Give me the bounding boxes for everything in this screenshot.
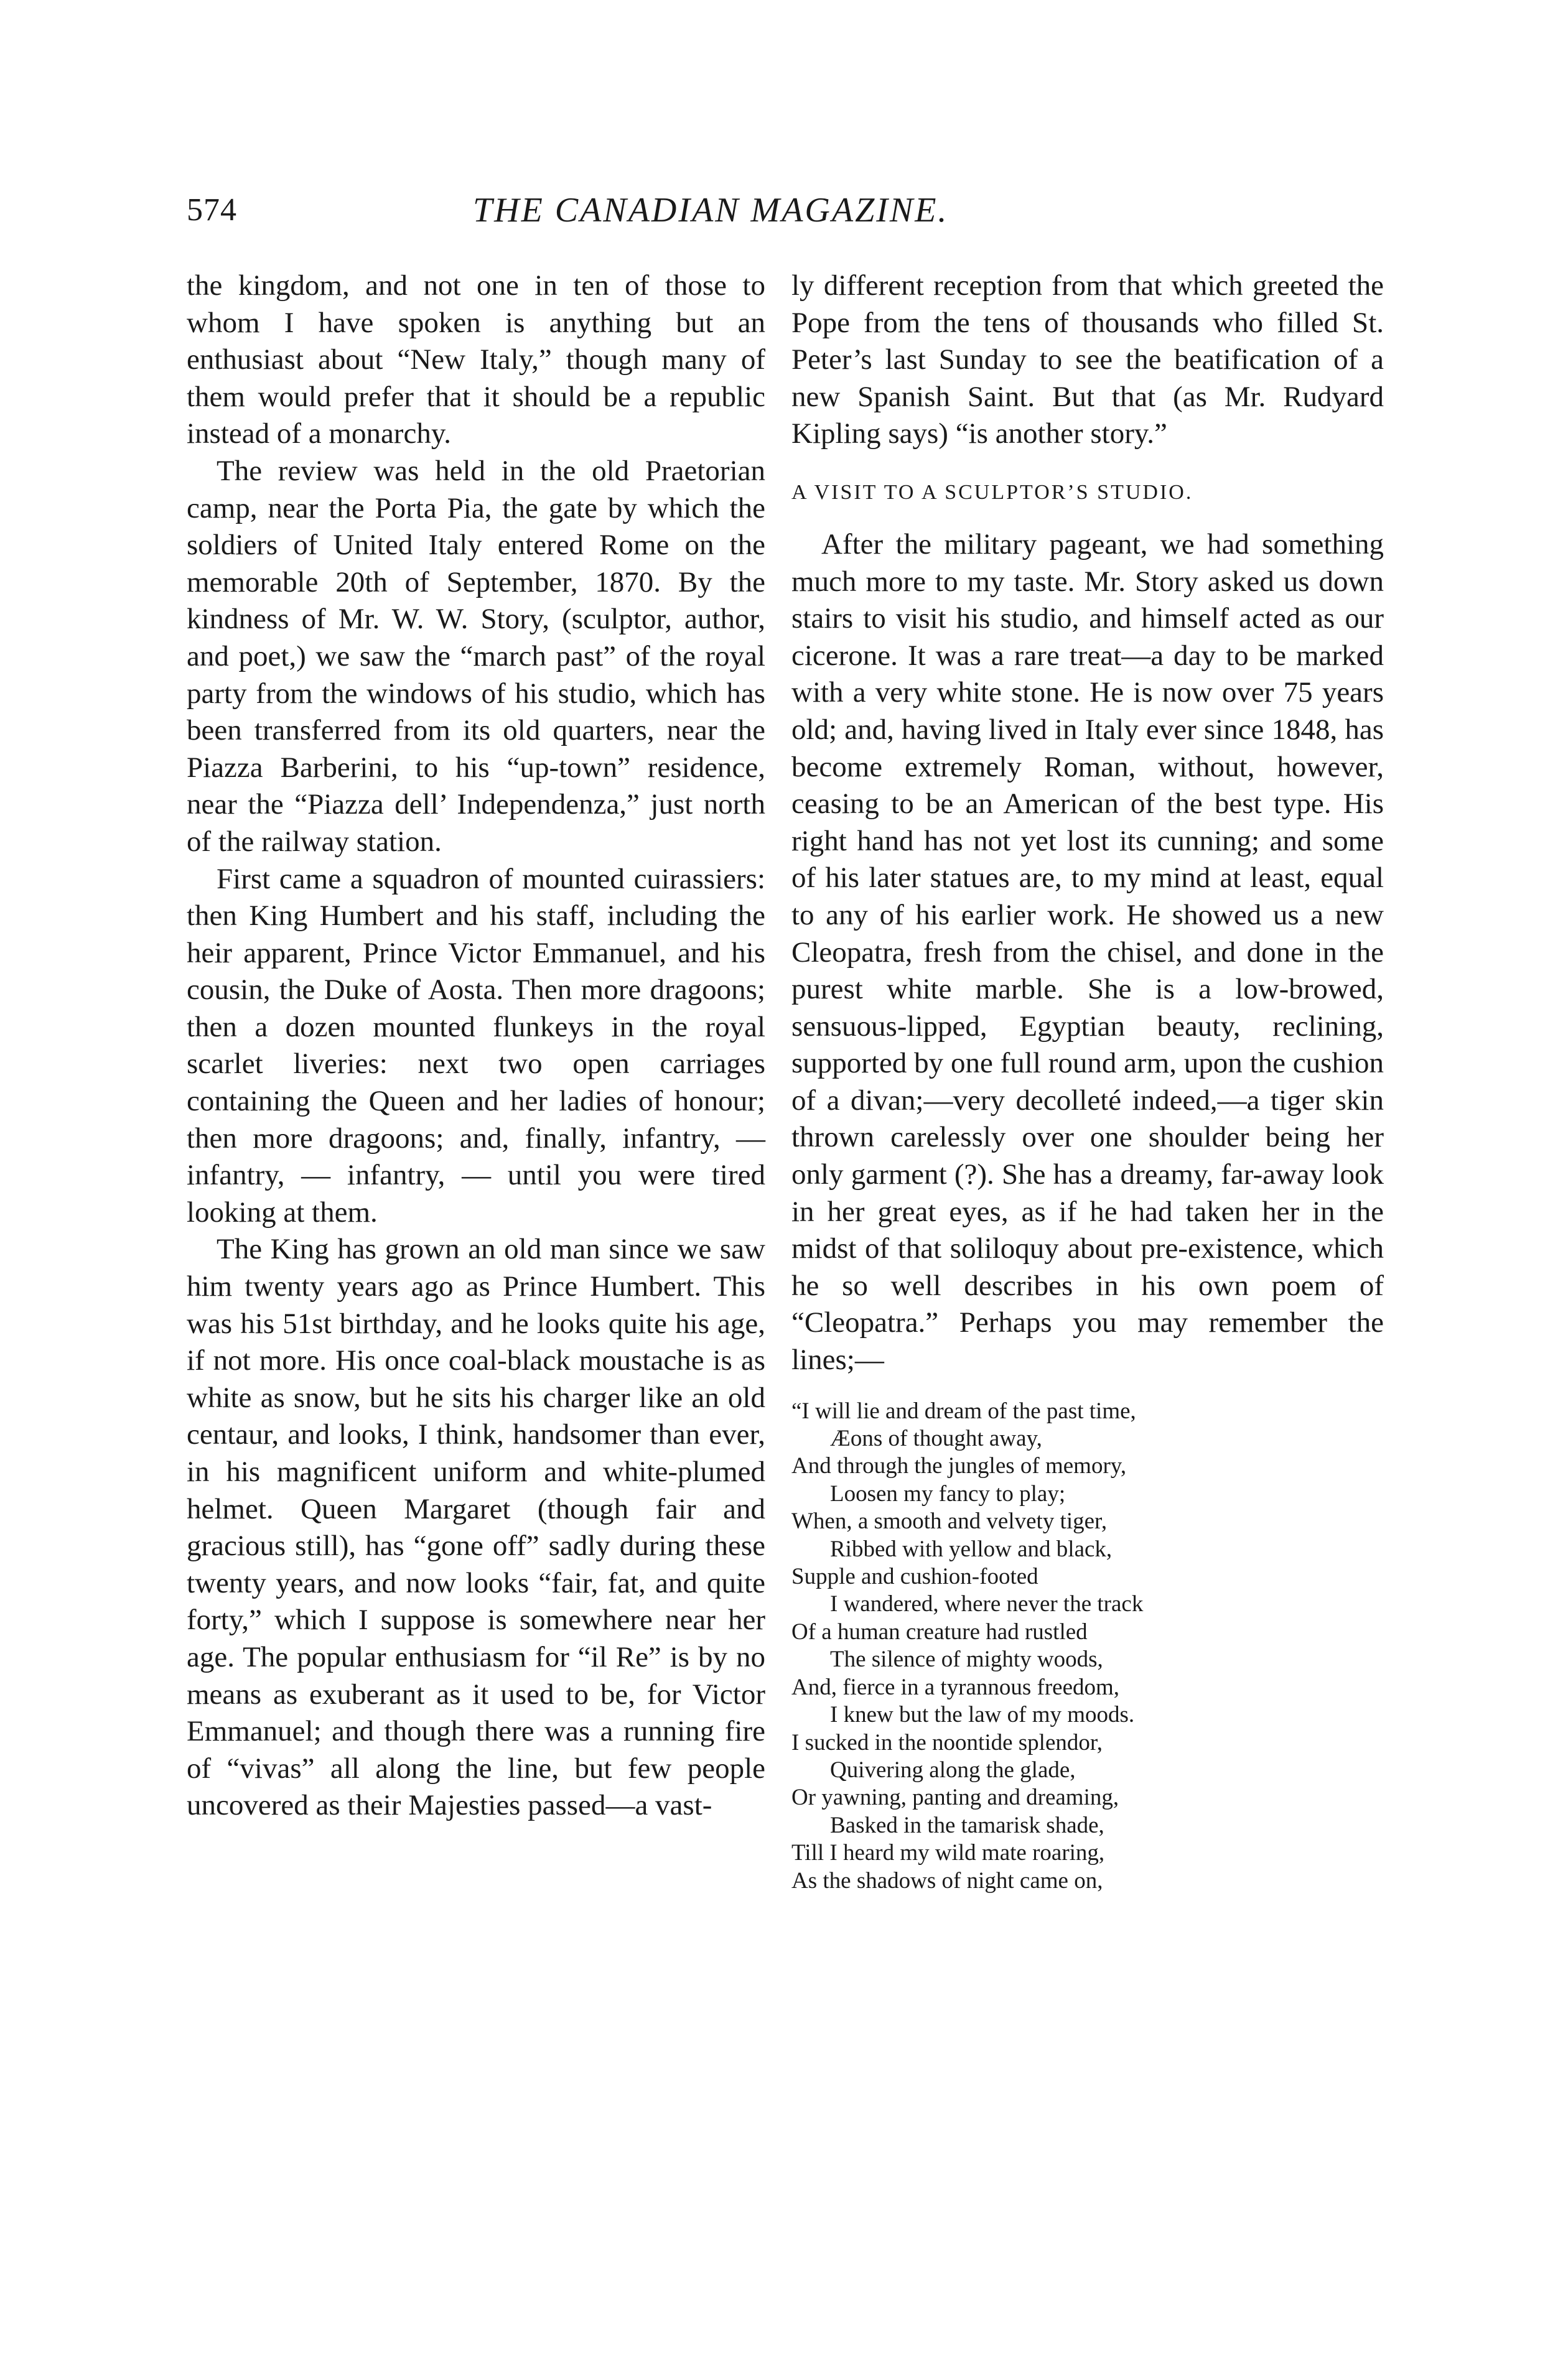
poem-line: Æons of thought away, [830,1426,1042,1452]
paragraph-king: The King has grown an old man since we saw him twenty years ago as Prince Humbert. This was his 51st birthday, and he looks quite his age, if not more. His once coal-black moustache is as white as snow, but he sits his charger like an old centaur, and looks, I think, handsomer than ever, in his magnificent uniform and white-plumed helmet. Queen Margaret (though fair and gracious still), has “gone off” sadly during these twenty years, and now looks “fair, fat, and quite forty,” which I suppose is somewhere near her age. The popular enthusiasm for “il Re” is by no means as exuberant as it used to be, for Victor Emmanuel; and though there was a running fire of “vivas” all along the line, but few people uncovered as their Majesties passed—a vast- [187,1233,765,1822]
paragraph-procession: First came a squadron of mounted cuirassiers: then King Humbert and his staff, including the heir apparent, Prince Victor Emmanuel, and his cousin, the Duke of Aosta. Then more dragoons; then a dozen mounted flunkeys in the royal scarlet liveries: next two open carriages containing the Queen and her ladies of honour; then more dragoons; and, finally, infantry, — infantry, — infantry, — until you were tired looking at them. [187,862,765,1229]
poem-line: I sucked in the noontide splendor, [791,1729,1103,1755]
page-number: 574 [187,192,237,228]
paragraph-continuation: ly different reception from that which greeted the Pope from the tens of thousands who filled St. Peter’s last Sunday to see the beatification of a new Spanish Saint. But that (as Mr. Rudyard Kipling says) “is another story.” [791,269,1384,450]
poem-excerpt [791,1398,1384,1895]
poem-line: Quivering along the glade, [830,1757,1076,1783]
poem-line: Loosen my fancy to play; [830,1481,1066,1507]
paragraph-review: The review was held in the old Praetorian camp, near the Porta Pia, the gate by which the soldiers of United Italy entered Rome on the memorable 20th of September, 1870. By the kindness of Mr. W. W. Story, (sculptor, author, and poet,) we saw the “march past” of the royal party from the windows of his studio, which has been transferred from its old quarters, near the Piazza Barberini, to his “up-town” residence, near the “Piazza dell’ Independenza,” just north of the railway station. [187,454,765,858]
poem-line: “I will lie and dream of the past time, [791,1398,1136,1424]
poem-line: When, a smooth and velvety tiger, [791,1508,1108,1535]
section-heading: A VISIT TO A SCULPTOR’S STUDIO. [791,480,1193,504]
poem-line: I knew but the law of my moods. [830,1702,1135,1728]
poem-line: Basked in the tamarisk shade, [830,1812,1104,1838]
poem-line: Till I heard my wild mate roaring, [791,1840,1105,1866]
poem-line: As the shadows of night came on, [791,1867,1103,1894]
right-column [791,267,1384,1895]
poem-line: Or yawning, panting and dreaming, [791,1785,1119,1811]
paragraph-continued: the kingdom, and not one in ten of those to whom I have spoken is anything but an enthusiast about “New Italy,” though many of them would prefer that it should be a republic instead of a monarchy. [187,269,765,450]
poem-line: I wandered, where never the track [830,1591,1144,1617]
left-column [187,267,765,1825]
poem-line: The silence of mighty woods, [830,1647,1103,1673]
poem-line: And through the jungles of memory, [791,1453,1127,1479]
paragraph-studio: After the military pageant, we had something much more to my taste. Mr. Story asked us down stairs to visit his studio, and himself acted as our cicerone. It was a rare treat—a day to be marked with a very white stone. He is now over 75 years old; and, having lived in Italy ever since 1848, has become extremely Roman, without, however, ceasing to be an American of the best type. His right hand has not yet lost its cunning; and some of his later statues are, to my mind at least, equal to any of his earlier work. He showed us a new Cleopatra, fresh from the chisel, and done in the purest white marble. She is a low-browed, sensuous-lipped, Egyptian beauty, reclining, supported by one full round arm, upon the cushion of a divan;—very decolleté indeed,—a tiger skin thrown carelessly over one shoulder being her only garment (?). She has a dreamy, far-away look in her great eyes, as if he had taken her in the midst of that soliloquy about pre-existence, which he so well describes in his own poem of “Cleopatra.” Perhaps you may remember the lines;— [791,528,1384,1377]
running-title: THE CANADIAN MAGAZINE. [473,191,949,230]
poem-line: Ribbed with yellow and black, [830,1536,1113,1562]
poem-line: Of a human creature had rustled [791,1619,1088,1645]
poem-line: And, fierce in a tyrannous freedom, [791,1674,1120,1700]
poem-line: Supple and cushion-footed [791,1564,1038,1590]
